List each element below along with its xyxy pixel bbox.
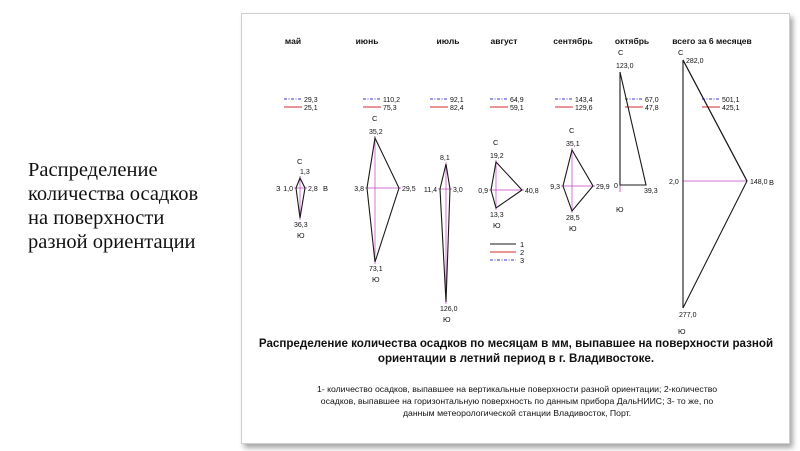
meteo-station-value: 67,0 (645, 97, 659, 104)
precipitation-diagram-figure (241, 13, 790, 444)
month-header: июль (436, 36, 460, 46)
caption-note-line: 1- количество осадков, выпавшее на вертикальные поверхности разной ориентации; 2-количество (316, 384, 718, 394)
south-direction-label: Ю (443, 315, 451, 324)
month-header: октябрь (614, 36, 650, 46)
vertical-surface-polygon (563, 150, 593, 211)
west-value-label: 1,0 (283, 186, 293, 193)
vertical-surface-polygon (296, 178, 305, 218)
west-value-label: 9,3 (550, 184, 560, 191)
slide-title-line: Распределение (28, 159, 158, 181)
north-value-label: 282,0 (686, 58, 704, 65)
east-direction-label: В (323, 184, 329, 193)
east-value-label: 148,0 (750, 179, 768, 186)
south-value-label: 28,5 (566, 215, 580, 222)
north-value-label: 35,2 (369, 129, 383, 136)
north-value-label: 35,1 (566, 141, 580, 148)
north-value-label: 123,0 (616, 63, 634, 70)
slide-title-line: количества осадков (28, 183, 199, 205)
west-value-label: 0,9 (478, 188, 488, 195)
horizontal-surface-value: 129,6 (575, 105, 593, 112)
caption-note-line: данным метеорологической станции Владивосток, Порт. (402, 408, 632, 418)
south-direction-label: Ю (569, 224, 577, 233)
month-header: июнь (355, 36, 379, 46)
north-direction-label: С (372, 114, 378, 123)
vertical-surface-polygon (440, 164, 450, 302)
north-value-label: 8,1 (440, 155, 450, 162)
south-value-label: 126,0 (440, 306, 458, 313)
month-header: сентябрь (553, 36, 593, 46)
meteo-station-value: 92,1 (450, 97, 464, 104)
south-direction-label: Ю (678, 327, 686, 334)
south-value-label: 36,3 (294, 222, 308, 229)
west-value-label: 2,0 (669, 179, 679, 186)
north-direction-label: С (493, 138, 499, 147)
horizontal-surface-value: 75,3 (383, 105, 397, 112)
caption-title-line: ориентации в летний период в г. Владивостоке. (377, 352, 655, 365)
west-value-label: 11,4 (423, 187, 437, 194)
vertical-surface-polygon (367, 138, 399, 262)
legend-item-2: 2 (520, 248, 525, 257)
east-value-label: 40,8 (525, 188, 539, 195)
meteo-station-value: 501,1 (722, 97, 740, 104)
horizontal-surface-value: 425,1 (722, 105, 740, 112)
north-direction-label: С (297, 157, 303, 166)
south-value-label: 277,0 (679, 312, 697, 319)
meteo-station-value: 143,4 (575, 97, 593, 104)
south-direction-label: Ю (493, 221, 501, 230)
east-value-label: 29,9 (596, 184, 610, 191)
south-direction-label: Ю (616, 205, 624, 214)
slide-title-line: разной ориентации (28, 231, 196, 253)
polar-precipitation-diagrams (242, 14, 789, 334)
north-direction-label: С (618, 48, 624, 57)
horizontal-surface-value: 59,1 (510, 105, 524, 112)
vertical-surface-edge (683, 60, 747, 181)
meteo-station-value: 29,3 (304, 97, 318, 104)
horizontal-surface-value: 82,4 (450, 105, 464, 112)
vertical-surface-polygon (620, 72, 646, 185)
horizontal-surface-value: 25,1 (304, 105, 318, 112)
horizontal-surface-value: 47,8 (645, 105, 659, 112)
south-value-label: 13,3 (490, 212, 504, 219)
legend-item-1: 1 (520, 240, 525, 249)
south-direction-label: Ю (297, 231, 305, 240)
east-value-label: 3,0 (453, 187, 463, 194)
figure-caption-title (246, 336, 786, 366)
north-direction-label: С (569, 126, 575, 135)
caption-title-line: Распределение количества осадков по месяцам в мм, выпавшее на поверхности разной (258, 337, 774, 350)
east-value-label: 29,5 (402, 186, 416, 193)
meteo-station-value: 64,9 (510, 97, 524, 104)
north-value-label: 19,2 (490, 153, 504, 160)
meteo-station-value: 110,2 (383, 97, 400, 104)
west-direction-label: З (276, 184, 281, 193)
figure-caption-note (262, 383, 772, 419)
east-value-label: 2,8 (308, 186, 318, 193)
west-value-label: 3,8 (354, 186, 364, 193)
south-direction-label: Ю (372, 275, 380, 284)
west-value-label: 0 (614, 183, 618, 190)
slide-title-line: на поверхности (28, 207, 165, 229)
caption-note-line: осадков, выпавшее на горизонтальную поверхность по данным прибора ДальНИИС; 3- то же, по (320, 396, 714, 406)
north-value-label: 1,3 (300, 169, 310, 176)
south-value-label: 39,3 (644, 188, 658, 195)
north-direction-label: С (678, 48, 684, 57)
month-header: всего за 6 месяцев (672, 36, 752, 46)
east-direction-label: В (769, 178, 775, 187)
month-header: август (490, 36, 518, 46)
slide-title (28, 158, 238, 254)
south-value-label: 73,1 (369, 266, 383, 273)
month-header: май (284, 36, 302, 46)
legend-item-3: 3 (520, 256, 525, 265)
